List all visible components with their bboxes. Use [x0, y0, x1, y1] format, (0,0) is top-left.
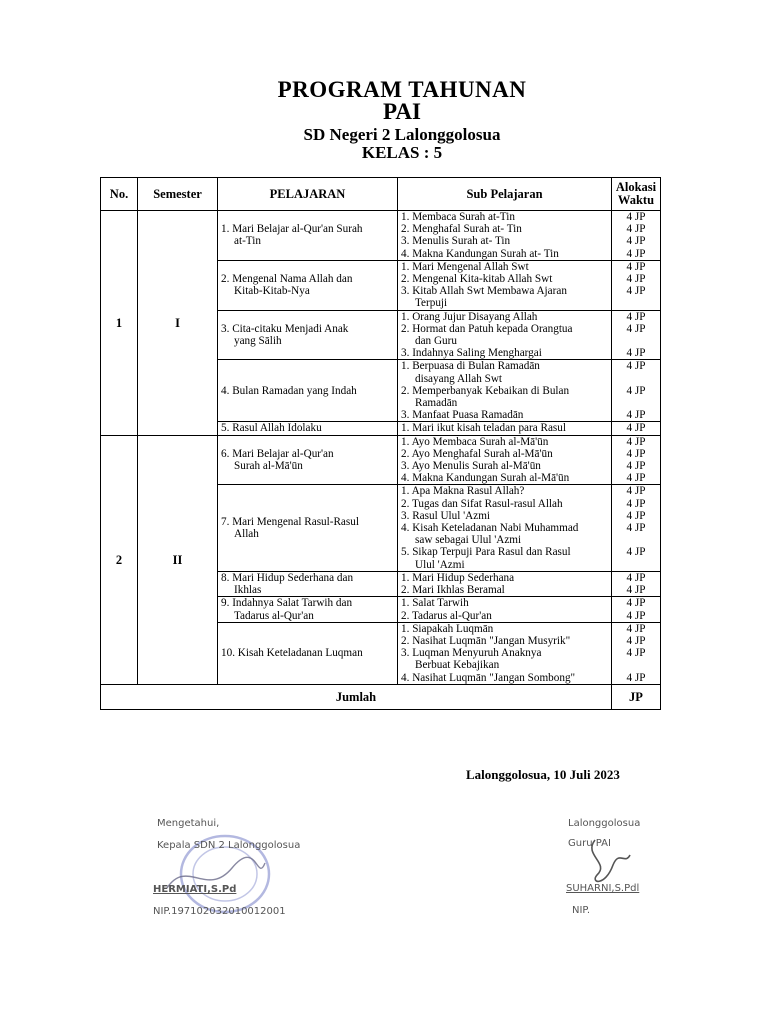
- time-allocation-cell: [612, 485, 661, 571]
- lesson-title-line: 2. Mengenal Nama Allah dan: [221, 273, 353, 286]
- sub-lesson-item: 1. Membaca Surah at-Tin: [401, 211, 515, 223]
- sub-lesson-item: 2. Menghafal Surah at- Tin: [401, 223, 522, 236]
- header-alokasi-waktu: [612, 178, 661, 211]
- sub-lesson-item: 4. Kisah Keteladanan Nabi Muhammad: [401, 522, 579, 535]
- time-allocation-value: [615, 559, 657, 571]
- lesson-title-cell: [218, 211, 398, 261]
- sub-lesson-item: Terpuji: [415, 297, 448, 310]
- time-allocation-value: [615, 335, 657, 347]
- lesson-title-line: Surah al-Mā'ūn: [234, 460, 303, 473]
- sub-lesson-item: disayang Allah Swt: [415, 372, 503, 385]
- sub-lesson-item: 2. Tugas dan Sifat Rasul-rasul Allah: [401, 497, 563, 510]
- time-allocation-value: 4 JP: [626, 247, 646, 260]
- sub-lesson-cell: [398, 211, 612, 261]
- lesson-title-cell: [218, 310, 398, 360]
- time-allocation-cell: [612, 422, 661, 435]
- sub-lesson-item: 3. Menulis Surah at- Tin: [401, 235, 511, 248]
- header-sub-pelajaran: Sub Pelajaran: [398, 178, 612, 211]
- table-body: [101, 211, 661, 685]
- lesson-title-line: Ikhlas: [234, 584, 262, 597]
- sub-lesson-item: 2. Memperbanyak Kebaikan di Bulan: [401, 384, 570, 397]
- lesson-title-line: 6. Mari Belajar al-Qur'an: [221, 447, 334, 460]
- sub-lesson-item: 3. Ayo Menulis Surah al-Mā'ūn: [401, 460, 541, 473]
- title-line2: PAI: [383, 99, 421, 124]
- sub-lesson-item: 4. Nasihat Luqmān "Jangan Sombong": [401, 671, 576, 684]
- right-sign-name: SUHARNI,S.Pdl: [566, 883, 640, 894]
- sub-lesson-item: 2. Ayo Menghafal Surah al-Mā'ūn: [401, 447, 553, 460]
- sub-lesson-item: 2. Mengenal Kita-kitab Allah Swt: [401, 273, 553, 286]
- sub-lesson-item: 3. Luqman Menyuruh Anaknya: [401, 647, 542, 660]
- header-alokasi-line1: Alokasi: [615, 180, 657, 194]
- time-allocation-value: 4 JP: [626, 597, 646, 610]
- time-allocation-cell: [612, 310, 661, 360]
- time-allocation-value: 4 JP: [626, 571, 646, 584]
- time-allocation-value: 4 JP: [626, 310, 646, 323]
- lesson-title-line: 10. Kisah Keteladanan Luqman: [221, 647, 363, 660]
- left-sign-nip: NIP.197102032010012001: [153, 906, 286, 917]
- place-date: Lalonggolosua, 10 Juli 2023: [466, 767, 620, 782]
- time-allocation-value: [615, 659, 657, 671]
- right-sign-line1: Lalonggolosua: [568, 818, 641, 829]
- time-allocation-value: 4 JP: [626, 235, 646, 248]
- time-allocation-cell: [612, 435, 661, 485]
- sub-lesson-item: 1. Salat Tarwih: [401, 597, 469, 610]
- sub-lesson-cell: [398, 597, 612, 622]
- time-allocation-value: 4 JP: [626, 360, 646, 373]
- sub-lesson-item: 2. Mari Ikhlas Beramal: [401, 584, 505, 597]
- total-value: JP: [612, 684, 661, 709]
- time-allocation-value: 4 JP: [626, 485, 646, 498]
- time-allocation-value: 4 JP: [626, 609, 646, 622]
- time-allocation-value: 4 JP: [626, 384, 646, 397]
- sub-lesson-item: Berbuat Kebajikan: [415, 659, 500, 672]
- lesson-title-cell: [218, 435, 398, 485]
- time-allocation-value: 4 JP: [626, 422, 646, 435]
- time-allocation-value: 4 JP: [626, 260, 646, 273]
- sub-lesson-cell: [398, 485, 612, 571]
- time-allocation-value: 4 JP: [626, 347, 646, 360]
- sub-lesson-item: 1. Mari Hidup Sederhana: [401, 571, 515, 584]
- sub-lesson-item: 1. Mari ikut kisah teladan para Rasul: [401, 422, 566, 435]
- sub-lesson-item: 3. Manfaat Puasa Ramadān: [401, 409, 524, 422]
- time-allocation-value: 4 JP: [626, 497, 646, 510]
- lesson-title-line: 7. Mari Mengenal Rasul-Rasul: [221, 515, 359, 528]
- time-allocation-value: 4 JP: [626, 211, 646, 223]
- sub-lesson-item: 4. Makna Kandungan Surah al-Mā'ūn: [401, 472, 570, 485]
- lesson-title-line: Allah: [234, 528, 259, 541]
- time-allocation-cell: [612, 260, 661, 310]
- time-allocation-cell: [612, 211, 661, 261]
- time-allocation-value: 4 JP: [626, 584, 646, 597]
- time-allocation-value: 4 JP: [626, 634, 646, 647]
- time-allocation-value: 4 JP: [626, 460, 646, 473]
- time-allocation-value: 4 JP: [626, 509, 646, 522]
- time-allocation-value: 4 JP: [626, 647, 646, 660]
- sub-lesson-item: Ramadān: [415, 397, 458, 410]
- time-allocation-value: 4 JP: [626, 447, 646, 460]
- row-number: 1: [101, 211, 138, 436]
- lesson-title-cell: [218, 571, 398, 596]
- left-sign-line2: Kepala SDN 2 Lalonggolosua: [157, 840, 301, 851]
- time-allocation-value: 4 JP: [626, 273, 646, 286]
- lesson-title-line: 9. Indahnya Salat Tarwih dan: [221, 597, 353, 610]
- title-line1: PROGRAM TAHUNAN: [277, 77, 527, 102]
- sub-lesson-item: 1. Ayo Membaca Surah al-Mā'ūn: [401, 435, 549, 448]
- time-allocation-value: [615, 397, 657, 409]
- lesson-title-line: Tadarus al-Qur'an: [234, 609, 314, 622]
- row-semester: II: [138, 435, 218, 684]
- lesson-title-cell: [218, 360, 398, 422]
- left-sign-name: HERMIATI,S.Pd: [153, 884, 237, 895]
- sub-lesson-item: 2. Nasihat Luqmān "Jangan Musyrik": [401, 634, 571, 647]
- right-sign-line2: Guru PAI: [568, 838, 611, 849]
- sub-lesson-item: 4. Makna Kandungan Surah at- Tin: [401, 247, 559, 260]
- left-sign-line1: Mengetahui,: [157, 818, 220, 829]
- header-no: No.: [101, 178, 138, 211]
- table-row: [101, 435, 661, 485]
- time-allocation-cell: [612, 360, 661, 422]
- sub-lesson-cell: [398, 422, 612, 435]
- sub-lesson-item: 2. Tadarus al-Qur'an: [401, 609, 492, 622]
- lesson-title-line: 5. Rasul Allah Idolaku: [221, 422, 322, 435]
- lesson-title-line: 4. Bulan Ramadan yang Indah: [221, 384, 357, 397]
- time-allocation-value: 4 JP: [626, 671, 646, 684]
- time-allocation-value: 4 JP: [626, 546, 646, 559]
- school-name: SD Negeri 2 Lalonggolosua: [303, 125, 501, 144]
- right-sign-nip: NIP.: [572, 905, 591, 916]
- lesson-title-cell: [218, 485, 398, 571]
- sub-lesson-item: dan Guru: [415, 335, 457, 348]
- time-allocation-value: 4 JP: [626, 622, 646, 635]
- lesson-title-line: yang Sālih: [234, 335, 282, 348]
- sub-lesson-item: saw sebagai Ulul 'Azmi: [415, 534, 522, 547]
- time-allocation-value: 4 JP: [626, 285, 646, 298]
- total-label: Jumlah: [101, 684, 612, 709]
- time-allocation-cell: [612, 571, 661, 596]
- time-allocation-value: 4 JP: [626, 322, 646, 335]
- row-number: 2: [101, 435, 138, 684]
- sub-lesson-item: 1. Berpuasa di Bulan Ramadān: [401, 360, 540, 373]
- time-allocation-value: 4 JP: [626, 435, 646, 448]
- time-allocation-value: 4 JP: [626, 472, 646, 485]
- sub-lesson-cell: [398, 435, 612, 485]
- sub-lesson-cell: [398, 310, 612, 360]
- time-allocation-cell: [612, 622, 661, 684]
- sub-lesson-cell: [398, 360, 612, 422]
- lesson-title-line: 1. Mari Belajar al-Qur'an Surah: [221, 223, 363, 236]
- header-alokasi-line2: Waktu: [617, 193, 655, 207]
- lesson-title-line: 8. Mari Hidup Sederhana dan: [221, 571, 354, 584]
- header-pelajaran: PELAJARAN: [218, 178, 398, 211]
- sub-lesson-item: Ulul 'Azmi: [415, 558, 465, 571]
- lesson-title-cell: [218, 597, 398, 622]
- annual-program-table: [100, 177, 661, 710]
- sub-lesson-item: 3. Indahnya Saling Menghargai: [401, 347, 542, 360]
- lesson-title-line: at-Tin: [234, 235, 261, 248]
- row-semester: I: [138, 211, 218, 436]
- lesson-title-cell: [218, 422, 398, 435]
- sub-lesson-cell: [398, 622, 612, 684]
- total-row: [101, 684, 661, 709]
- sub-lesson-item: 3. Rasul Ulul 'Azmi: [401, 509, 491, 522]
- lesson-title-line: Kitab-Kitab-Nya: [234, 285, 310, 298]
- time-allocation-value: 4 JP: [626, 409, 646, 422]
- time-allocation-value: 4 JP: [626, 223, 646, 236]
- lesson-title-cell: [218, 260, 398, 310]
- time-allocation-value: 4 JP: [626, 522, 646, 535]
- time-allocation-value: [615, 297, 657, 309]
- sub-lesson-item: 1. Orang Jujur Disayang Allah: [401, 310, 538, 323]
- time-allocation-value: [615, 373, 657, 385]
- time-allocation-value: [615, 534, 657, 546]
- lesson-title-line: 3. Cita-citaku Menjadi Anak: [221, 322, 349, 335]
- table-header-row: [101, 178, 661, 211]
- lesson-title-cell: [218, 622, 398, 684]
- sub-lesson-item: 5. Sikap Terpuji Para Rasul dan Rasul: [401, 546, 571, 559]
- table-row: [101, 211, 661, 261]
- sub-lesson-item: 1. Apa Makna Rasul Allah?: [401, 485, 525, 498]
- sub-lesson-cell: [398, 260, 612, 310]
- sub-lesson-item: 3. Kitab Allah Swt Membawa Ajaran: [401, 285, 567, 298]
- sub-lesson-item: 1. Siapakah Luqmān: [401, 622, 494, 635]
- time-allocation-cell: [612, 597, 661, 622]
- sub-lesson-item: 2. Hormat dan Patuh kepada Orangtua: [401, 322, 573, 335]
- header-semester: Semester: [138, 178, 218, 211]
- sub-lesson-cell: [398, 571, 612, 596]
- class-label: KELAS : 5: [361, 143, 443, 162]
- sub-lesson-item: 1. Mari Mengenal Allah Swt: [401, 260, 529, 273]
